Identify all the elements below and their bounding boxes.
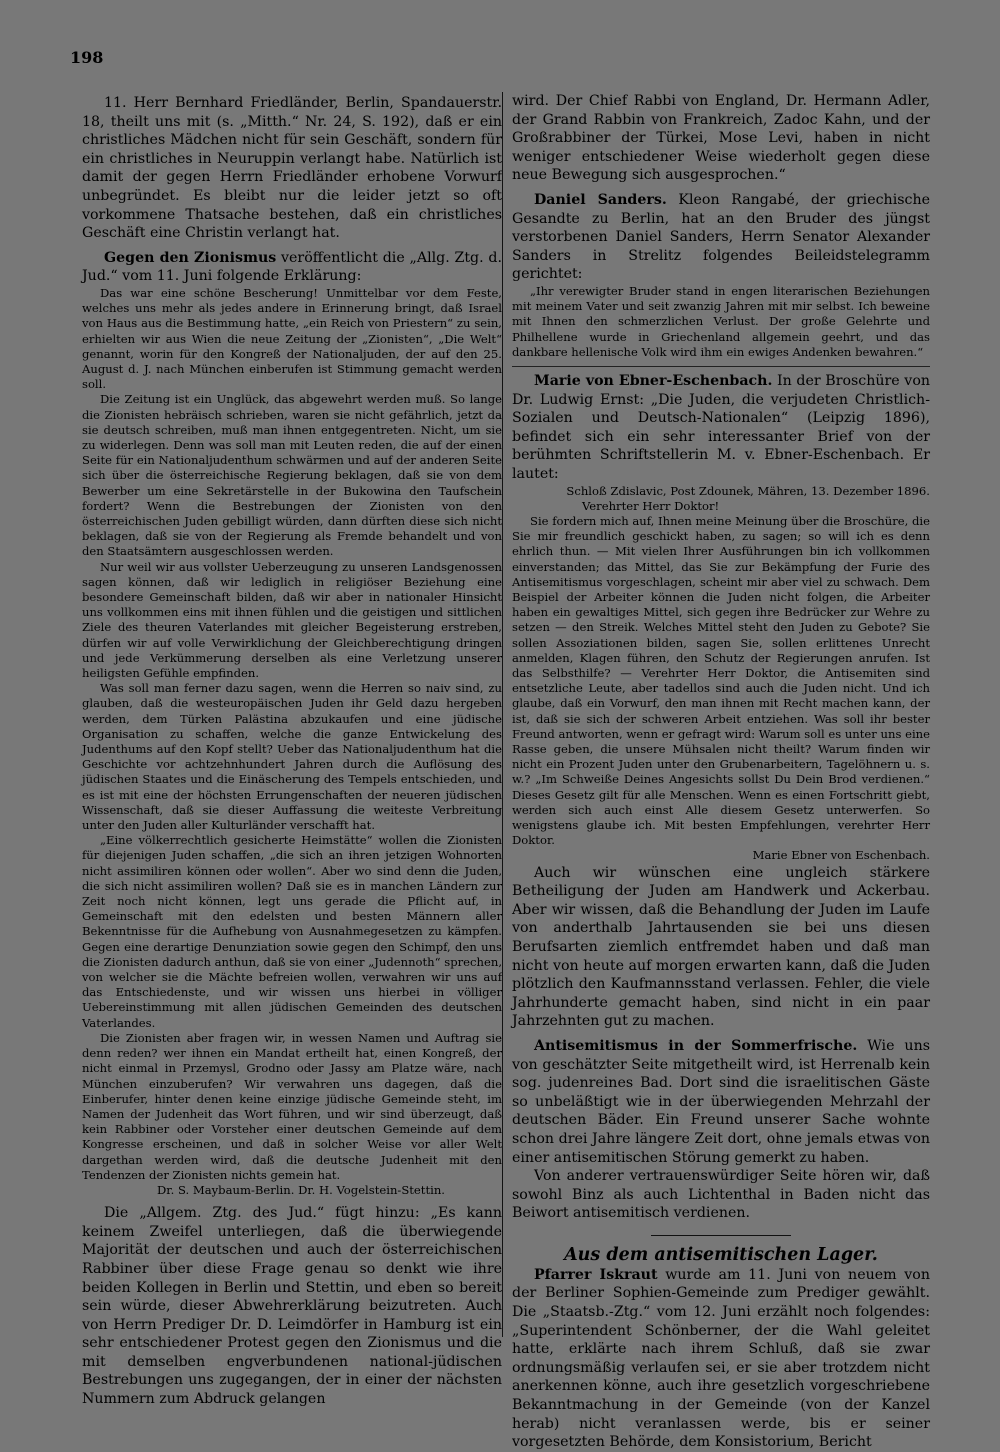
- article-ebner-eschenbach: [512, 372, 930, 484]
- section-rule: [651, 1235, 791, 1236]
- sanders-text: Kleon Rangabé, der griechische Gesandte zu Berlin, hat an den Bruder des jüngst verstorbenen Daniel Sanders, Herrn Senator Alexander Sanders in Strelitz folgendes Beileidstelegramm gerichtet:: [512, 191, 930, 283]
- rubric-sommerfrische: Antisemitismus in der Sommerfrische.: [534, 1037, 858, 1054]
- rubric-zionismus: Gegen den Zionismus: [104, 249, 277, 266]
- letter-place-date: Schloß Zdislavic, Post Zdounek, Mähren, 13. Dezember 1896.: [566, 483, 930, 498]
- telegram-text: „Ihr verewigter Bruder stand in engen literarischen Beziehungen mit meinem Vater und seit zwanzig Jahren mit mir selbst. Ich beweine mit Ihnen den schmerzlichen Verlust. Der große Gelehrte und Philhellene wurde in Griechenland allgemein geehrt, und das dankbare hellenische Volk wird ihm ein ewiges Andenken bewahren.“: [512, 283, 930, 359]
- article-zionismus-intro: [82, 249, 502, 286]
- declaration-para-1: Das war eine schöne Bescherung! Unmittelbar vor dem Feste, welches uns mehr als jedes andere in Erinnerung bringt, daß Israel von Haus aus die Bestimmung hatte, „ein Reich von Priestern“ zu sein, erhielten wir aus Wien die neue Zeitung der „Zionisten“, „Die Welt“ genannt, worin für den Kongreß der Nationaljuden, der auf den 25. August d. J. nach München einberufen ist Stimmung gemacht werden soll.: [82, 285, 502, 392]
- declaration-para-3: Nur weil wir aus vollster Ueberzeugung zu unseren Landsgenossen sagen können, daß wir lediglich in religiöser Beziehung eine besondere Gemeinschaft bilden, daß wir aber in nationaler Hinsicht uns vollkommen eins mit ihnen fühlen und die geistigen und sittlichen Ziele des theuren Vaterlandes mit gleicher Begeisterung erstreben, dürfen wir auf volle Verwirklichung der Gleichberechtigung dringen und jede Verkümmerung derselben als eine Verletzung unserer heiligsten Gefühle empfinden.: [82, 559, 502, 681]
- separator-rule: [512, 366, 930, 367]
- section-title: Aus dem antisemitischen Lager.: [564, 1244, 878, 1265]
- ebner-intro-text: In der Broschüre von Dr. Ludwig Ernst: „Die Juden, die verjudeten Christlich-Sozialen und Deutsch-Nationalen“ (Leipzig 1896), befindet sich ein sehr interessanter Brief von der berühmten Schriftstellerin M. v. Ebner-Eschenbach. Er lautet:: [512, 372, 930, 482]
- rubric-sanders: Daniel Sanders.: [534, 191, 667, 208]
- article-sommerfrische: [512, 1037, 930, 1167]
- left-column: [82, 94, 502, 1409]
- declaration-para-6: Die Zionisten aber fragen wir, in wessen Namen und Auftrag sie denn reden? wer ihnen ein Mandat ertheilt hat, einen Kongreß, der nicht einmal in Przemysl, Grodno oder Jassy am Platze wäre, nach München einzuberufen? Wir verwahren uns dagegen, daß die Einberufer, hinter denen keine einzige jüdische Gemeinde steht, im Namen der Judenheit das Wort führen, und wir sind überzeugt, daß kein Rabbiner oder Vorsteher einer deutschen Gemeinde auf dem Kongresse erscheinen, und daß in solcher Weise vor aller Welt dargethan werden wird, daß die deutsche Judenheit mit den Tendenzen der Zionisten nichts gemein hat.: [82, 1030, 502, 1182]
- article-sanders: [512, 191, 930, 284]
- rubric-ebner-eschenbach: Marie von Ebner-Eschenbach.: [534, 372, 773, 389]
- declaration-quote: [82, 286, 502, 1198]
- rubric-iskraut: Pfarrer Iskraut: [534, 1266, 658, 1283]
- declaration-para-2: Die Zeitung ist ein Unglück, das abgewehrt werden muß. So lange die Zionisten hebräisch schrieben, waren sie nicht gefährlich, jetzt da sie deutsch schreiben, muß man ihnen entgegentreten. Nicht, um sie zu widerlegen. Denn was soll man mit Leuten reden, die auf der einen Seite für ein Nationaljudenthum schwärmen und auf der anderen Seite sich über die österreichische Regierung beklagen, daß sie von dem Bewerber um eine Sekretärstelle in der Bukowina den Taufschein fordert? Wenn die Bestrebungen der Zionisten von den österreichischen Juden gebilligt würden, dann dürften diese sich nicht beklagen, daß sie von der Regierung als Fremde behandelt und von den Staatsämtern ausgeschlossen werden.: [82, 392, 502, 559]
- iskraut-text: wurde am 11. Juni von neuem von der Berliner Sophien-Gemeinde zum Prediger gewählt. Die „Staatsb.-Ztg.“ vom 12. Juni erzählt noch folgendes: „Superintendent Schönberner, der die Wahl geleitet hatte, erklärte nach ihrem Schluß, daß sie zwar ordnungsmäßig verlaufen sei, er sie aber trotzdem nicht anerkennen könne, auch ihre gesetzlich vorgeschriebene Bekanntmachung in der Gemeinde (von der Kanzel herab) nicht veranlassen werde, bis er seiner vorgesetzten Behörde, dem Konsistorium, Bericht: [512, 1266, 930, 1451]
- declaration-signatures: Dr. S. Maybaum-Berlin. Dr. H. Vogelstein-Stettin.: [157, 1182, 445, 1197]
- zionismus-intro-text: veröffentlicht die „Allg. Ztg. d. Jud.“ vom 11. Juni folgende Erklärung:: [82, 249, 502, 285]
- column-divider: [502, 92, 503, 1337]
- telegram-quote: [512, 284, 930, 360]
- page-number: 198: [70, 48, 104, 67]
- letter-body: Sie fordern mich auf, Ihnen meine Meinung über die Broschüre, die Sie mir freundlich geschickt haben, zu sagen; so will ich es denn ehrlich thun. — Mit vielen Ihrer Ausführungen bin ich vollkommen einverstanden; das Mittel, das Sie zur Bekämpfung der Furie des Antisemitismus vorgeschlagen, scheint mir aber viel zu schwach. Dem Beispiel der Arbeiter können die Juden nicht folgen, die Arbeiter haben ein gewaltiges Mittel, sich gegen ihre Bedrücker zur Wehre zu setzen — den Streik. Welches Mittel steht den Juden zu Gebote? Sie sollen Assoziationen bilden, sagen Sie, sollen erlittenes Unrecht anmelden, Klagen führen, den Schutz der Regierungen anrufen. Ist das Selbsthilfe? — Verehrter Herr Doktor, die Antisemiten sind entsetzliche Leute, aber tadellos sind auch die Juden nicht. Und ich glaube, daß ein Vorwurf, den man ihnen mit Recht machen kann, der ist, daß sie sich der schweren Arbeit entziehen. Was soll ihr bester Freund antworten, wenn er gefragt wird: Warum soll es unter uns eine Rasse geben, die unsere Mühsalen nicht theilt? Warum finden wir nicht ein Prozent Juden unter den Grubenarbeitern, Tagelöhnern u. s. w.? „Im Schweiße Deines Angesichts sollst Du Dein Brod verdienen.“ Dieses Gesetz gilt für alle Menschen. Wenn es einen Fortschritt giebt, werden sich auch einst Alle diesem Gesetz unterwerfen. So wenigstens glaube ich. Mit besten Empfehlungen, verehrter Herr Doktor.: [512, 513, 930, 848]
- declaration-para-5: „Eine völkerrechtlich gesicherte Heimstätte“ wollen die Zionisten für diejenigen Juden schaffen, „die sich an ihren jetzigen Wohnorten nicht assimiliren können oder wollen“. Aber wo sind denn die Juden, die sich nicht assimiliren wollen? Daß sie es in manchen Ländern zur Zeit noch nicht können, legt uns gerade die Pflicht auf, in Gemeinschaft mit den edelsten und besten Männern aller Bekenntnisse für die Aufhebung von Ausnahmegesetzen zu kämpfen. Gegen eine derartige Denunziation sowie gegen den Schimpf, den uns die Zionisten dadurch anthun, daß sie von einer „Judennoth“ sprechen, von welcher sie die Mächte befreien wollen, verwahren wir uns auf das Entschiedenste, und wir wissen uns hierbei in völliger Uebereinstimmung mit allen jüdischen Gemeinden des deutschen Vaterlandes.: [82, 833, 503, 1030]
- article-iskraut: [512, 1266, 930, 1452]
- sommerfrische-text: Wie uns von geschätzter Seite mitgetheilt wird, ist Herrenalb kein sog. judenreines Bad. Dort sind die israelitischen Gäste so unbeläßtigt wie in der überwiegenden Mehrzahl der deutschen Bäder. Ein Freund unserer Sache wohnte schon drei Jahre längere Zeit dort, ohne jemals etwas von einer antisemitischen Störung gemerkt zu haben.: [512, 1037, 930, 1166]
- article-allg-ztg-addendum: Die „Allgem. Ztg. des Jud.“ fügt hinzu: „Es kann keinem Zweifel unterliegen, daß die überwiegende Majorität der deutschen und auch der österreichischen Rabbiner über diese Frage genau so denkt wie ihre beiden Kollegen in Berlin und Stettin, und eben so bereit sein würde, dieser Abwehrerklärung beizutreten. Auch von Herrn Prediger Dr. D. Leimdörfer in Hamburg ist ein sehr entschiedener Protest gegen den Zionismus und die mit demselben engverbundenen national-jüdischen Bestrebungen uns zugegangen, der in einer der nächsten Nummern zum Abdruck gelangen: [82, 1205, 502, 1408]
- letter-quote: [512, 484, 930, 864]
- right-column: [512, 92, 930, 1452]
- article-binz: Von anderer vertrauenswürdiger Seite hören wir, daß sowohl Binz als auch Lichtenthal in Baden nicht das Beiwort antisemitisch verdienen.: [512, 1168, 930, 1222]
- letter-signature: Marie Ebner von Eschenbach.: [752, 848, 930, 863]
- article-friedlaender: 11. Herr Bernhard Friedländer, Berlin, Spandauerstr. 18, theilt uns mit (s. „Mitth.“ Nr. 24, S. 192), daß er ein christliches Mädchen nicht für sein Geschäft, sondern für ein christliches in Neuruppin verlangt habe. Natürlich ist damit der gegen Herrn Friedländer erhobene Vorwurf unbegründet. Es bleibt nur die leider jetzt so oft vorkommene Thatsache bestehen, daß ein christliches Geschäft eine Christin verlangt hat.: [82, 95, 502, 242]
- letter-salutation: Verehrter Herr Doktor!: [582, 498, 720, 513]
- declaration-para-4: Was soll man ferner dazu sagen, wenn die Herren so naiv sind, zu glauben, daß die westeuropäischen Juden ihr Geld dazu hergeben werden, dem Türken Palästina abzukaufen und eine jüdische Organisation zu schaffen, welche die ganze Entwickelung des Judenthums auf den Kopf stellt? Ueber das Nationaljudenthum hat die Geschichte vor achtzehnhundert Jahren durch die Auflösung des jüdischen Staates und die Einäscherung des Tempels entschieden, und es ist mit eine der höchsten Errungenschaften der neueren jüdischen Wissenschaft, daß sie dieser Auffassung die weiteste Verbreitung unter den Juden aller Kulturländer verschafft hat.: [82, 681, 502, 833]
- article-continuation: wird. Der Chief Rabbi von England, Dr. Hermann Adler, der Grand Rabbin von Frankreich, Zadoc Kahn, und der Großrabbiner der Türkei, Mose Levi, haben in nicht weniger entschiedener Weise wiederholt gegen diese neue Bewegung sich ausgesprochen.“: [512, 93, 930, 184]
- article-handwerk: Auch wir wünschen eine ungleich stärkere Betheiligung der Juden am Handwerk und Ackerbau. Aber wir wissen, daß die Behandlung der Juden im Laufe von anderthalb Jahrtausenden sie bei uns diesen Berufsarten ziemlich entfremdet haben und daß man nicht von heute auf morgen erwarten kann, daß die Juden plötzlich den Kaufmannsstand verlassen. Fehler, die viele Jahrhunderte gemacht haben, sind nicht in ein paar Jahrzehnten gut zu machen.: [512, 864, 930, 1030]
